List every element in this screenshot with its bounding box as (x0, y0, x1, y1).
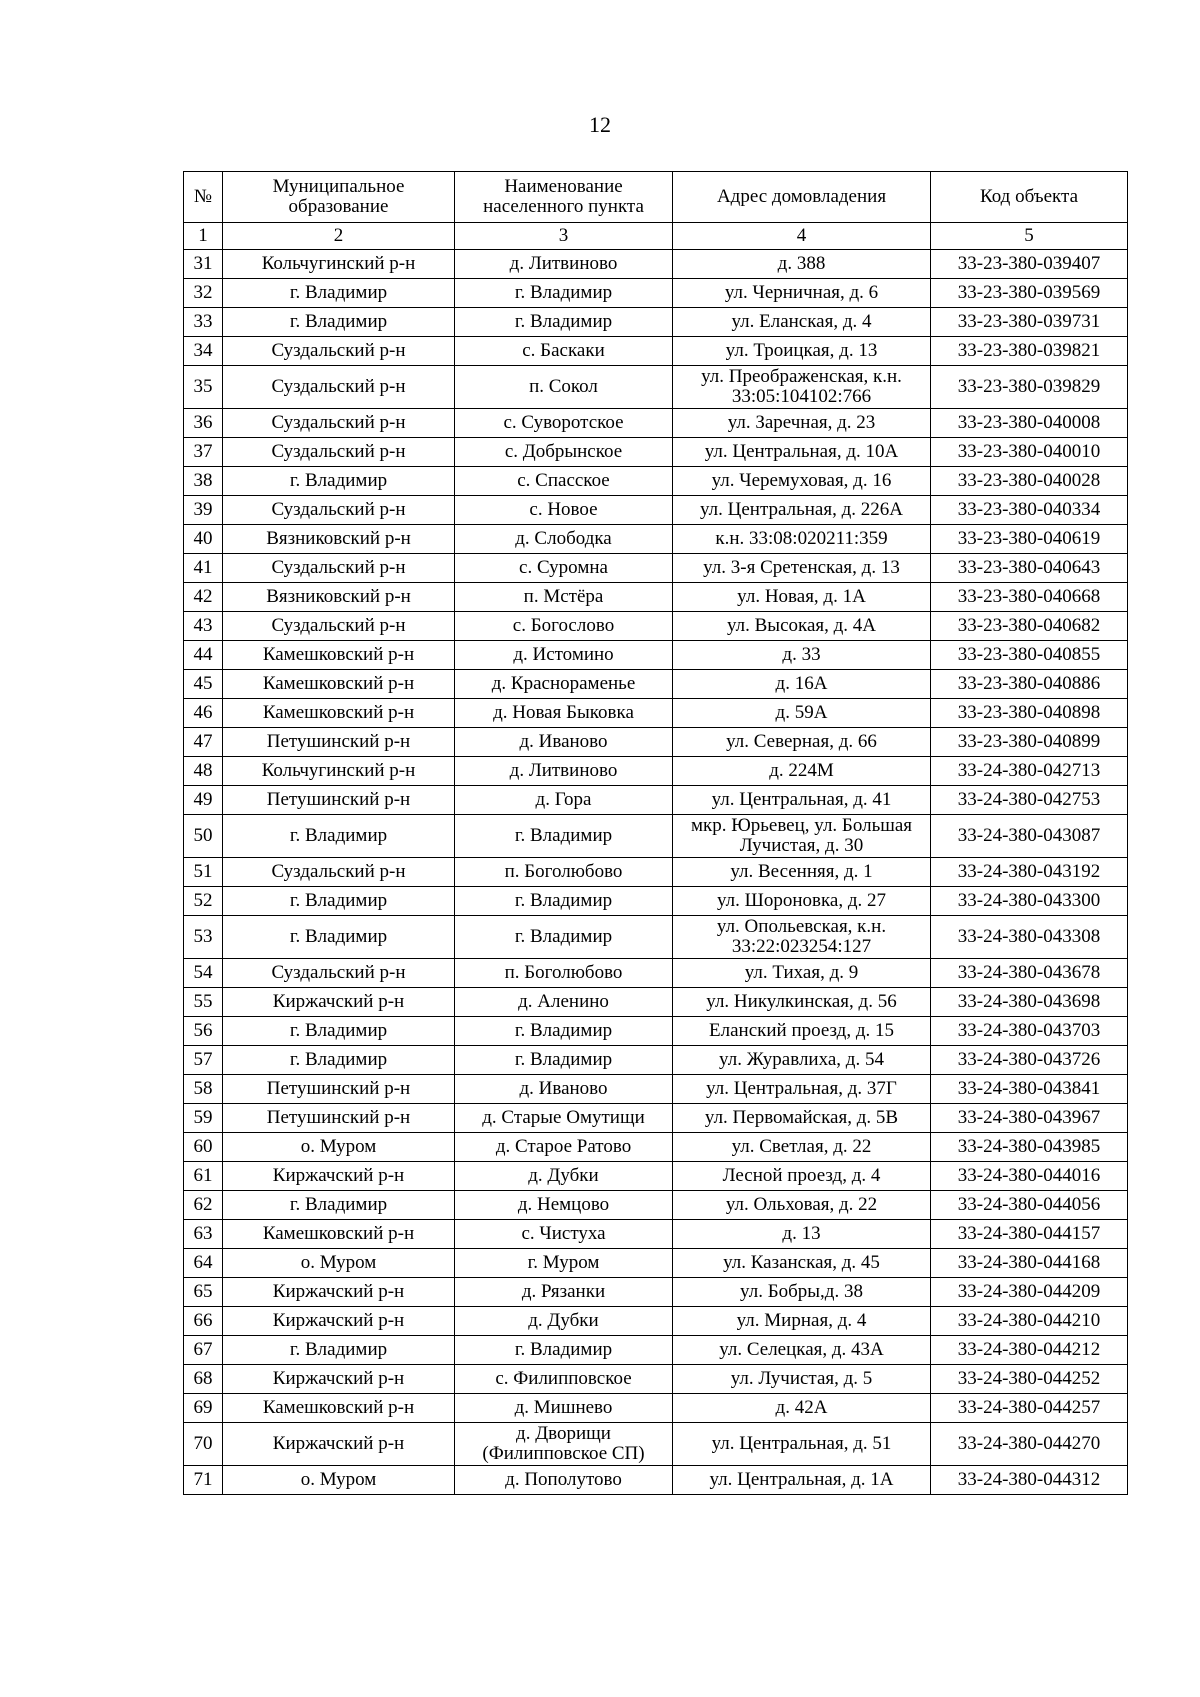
row-number: 33 (184, 308, 223, 337)
address-cell: ул. Лучистая, д. 5 (673, 1365, 931, 1394)
address-cell: ул. Первомайская, д. 5В (673, 1104, 931, 1133)
header-address: Адрес домовладения (673, 172, 931, 223)
municipality-cell: Кольчугинский р-н (223, 250, 455, 279)
address-cell: Еланский проезд, д. 15 (673, 1017, 931, 1046)
municipality-cell: Камешковский р-н (223, 1394, 455, 1423)
table-row (184, 279, 1128, 308)
municipality-cell: Суздальский р-н (223, 496, 455, 525)
row-number: 48 (184, 757, 223, 786)
row-number: 70 (184, 1423, 223, 1466)
municipality-cell: г. Владимир (223, 1191, 455, 1220)
table-row (184, 1220, 1128, 1249)
row-number: 61 (184, 1162, 223, 1191)
municipality-cell: г. Владимир (223, 308, 455, 337)
settlement-cell: г. Владимир (455, 887, 673, 916)
object-code-cell: 33-23-380-039407 (931, 250, 1128, 279)
address-cell: д. 224М (673, 757, 931, 786)
municipality-cell: Петушинский р-н (223, 728, 455, 757)
object-code-cell: 33-23-380-040008 (931, 409, 1128, 438)
municipality-cell: г. Владимир (223, 916, 455, 959)
table-row (184, 959, 1128, 988)
municipality-cell: Суздальский р-н (223, 858, 455, 887)
settlement-cell: д. Дубки (455, 1307, 673, 1336)
row-number: 69 (184, 1394, 223, 1423)
row-number: 35 (184, 366, 223, 409)
table-row (184, 583, 1128, 612)
row-number: 57 (184, 1046, 223, 1075)
municipality-cell: Киржачский р-н (223, 988, 455, 1017)
address-cell: д. 33 (673, 641, 931, 670)
table-header-row (184, 172, 1128, 223)
settlement-cell: д. Иваново (455, 728, 673, 757)
row-number: 71 (184, 1466, 223, 1495)
settlement-cell: с. Филипповское (455, 1365, 673, 1394)
object-code-cell: 33-24-380-044016 (931, 1162, 1128, 1191)
object-code-cell: 33-24-380-043841 (931, 1075, 1128, 1104)
object-code-cell: 33-24-380-044210 (931, 1307, 1128, 1336)
settlement-cell: п. Боголюбово (455, 959, 673, 988)
object-code-cell: 33-24-380-043308 (931, 916, 1128, 959)
object-code-cell: 33-24-380-043678 (931, 959, 1128, 988)
table-row (184, 496, 1128, 525)
municipality-cell: Петушинский р-н (223, 1104, 455, 1133)
address-cell: к.н. 33:08:020211:359 (673, 525, 931, 554)
settlement-cell: с. Добрынское (455, 438, 673, 467)
address-cell: д. 13 (673, 1220, 931, 1249)
households-table (183, 171, 1128, 1495)
municipality-cell: Кольчугинский р-н (223, 757, 455, 786)
address-cell: Лесной проезд, д. 4 (673, 1162, 931, 1191)
header-number: № (184, 172, 223, 223)
object-code-cell: 33-24-380-044252 (931, 1365, 1128, 1394)
settlement-cell: с. Суворотское (455, 409, 673, 438)
table-row (184, 438, 1128, 467)
address-cell: ул. Тихая, д. 9 (673, 959, 931, 988)
column-number: 1 (184, 223, 223, 250)
object-code-cell: 33-24-380-043087 (931, 815, 1128, 858)
municipality-cell: Киржачский р-н (223, 1365, 455, 1394)
settlement-cell: д. Аленино (455, 988, 673, 1017)
object-code-cell: 33-24-380-043703 (931, 1017, 1128, 1046)
address-cell: ул. Бобры,д. 38 (673, 1278, 931, 1307)
table-row (184, 815, 1128, 858)
row-number: 43 (184, 612, 223, 641)
municipality-cell: Суздальский р-н (223, 409, 455, 438)
settlement-cell: д. Пополутово (455, 1466, 673, 1495)
column-number-row (184, 223, 1128, 250)
row-number: 55 (184, 988, 223, 1017)
object-code-cell: 33-24-380-043967 (931, 1104, 1128, 1133)
row-number: 58 (184, 1075, 223, 1104)
table-row (184, 1278, 1128, 1307)
municipality-cell: Суздальский р-н (223, 959, 455, 988)
object-code-cell: 33-24-380-044312 (931, 1466, 1128, 1495)
settlement-cell: г. Владимир (455, 308, 673, 337)
object-code-cell: 33-24-380-044270 (931, 1423, 1128, 1466)
settlement-cell: г. Владимир (455, 1336, 673, 1365)
address-cell: ул. Центральная, д. 51 (673, 1423, 931, 1466)
settlement-cell: д. Новая Быковка (455, 699, 673, 728)
row-number: 49 (184, 786, 223, 815)
municipality-cell: Вязниковский р-н (223, 583, 455, 612)
row-number: 68 (184, 1365, 223, 1394)
settlement-cell: д. Старые Омутищи (455, 1104, 673, 1133)
row-number: 36 (184, 409, 223, 438)
object-code-cell: 33-24-380-043300 (931, 887, 1128, 916)
settlement-cell: п. Боголюбово (455, 858, 673, 887)
object-code-cell: 33-23-380-040898 (931, 699, 1128, 728)
settlement-cell: п. Сокол (455, 366, 673, 409)
address-cell: ул. Центральная, д. 226А (673, 496, 931, 525)
object-code-cell: 33-23-380-040682 (931, 612, 1128, 641)
address-cell: д. 42А (673, 1394, 931, 1423)
object-code-cell: 33-23-380-040668 (931, 583, 1128, 612)
municipality-cell: Суздальский р-н (223, 366, 455, 409)
municipality-cell: г. Владимир (223, 1017, 455, 1046)
table-row (184, 554, 1128, 583)
row-number: 64 (184, 1249, 223, 1278)
table-row (184, 1104, 1128, 1133)
row-number: 39 (184, 496, 223, 525)
settlement-cell: г. Владимир (455, 1017, 673, 1046)
row-number: 32 (184, 279, 223, 308)
municipality-cell: г. Владимир (223, 1046, 455, 1075)
table-row (184, 916, 1128, 959)
municipality-cell: Суздальский р-н (223, 438, 455, 467)
address-cell: ул. Северная, д. 66 (673, 728, 931, 757)
municipality-cell: Камешковский р-н (223, 641, 455, 670)
municipality-cell: о. Муром (223, 1249, 455, 1278)
table-row (184, 1307, 1128, 1336)
municipality-cell: г. Владимир (223, 467, 455, 496)
row-number: 47 (184, 728, 223, 757)
municipality-cell: Киржачский р-н (223, 1278, 455, 1307)
address-cell: ул. Журавлиха, д. 54 (673, 1046, 931, 1075)
row-number: 65 (184, 1278, 223, 1307)
table-row (184, 1394, 1128, 1423)
municipality-cell: Петушинский р-н (223, 1075, 455, 1104)
address-cell: д. 59А (673, 699, 931, 728)
municipality-cell: Камешковский р-н (223, 670, 455, 699)
address-cell: ул. Никулкинская, д. 56 (673, 988, 931, 1017)
table-row (184, 728, 1128, 757)
municipality-cell: Киржачский р-н (223, 1423, 455, 1466)
object-code-cell: 33-23-380-040619 (931, 525, 1128, 554)
row-number: 59 (184, 1104, 223, 1133)
settlement-cell: д. Мишнево (455, 1394, 673, 1423)
object-code-cell: 33-23-380-040643 (931, 554, 1128, 583)
row-number: 63 (184, 1220, 223, 1249)
row-number: 40 (184, 525, 223, 554)
address-cell: ул. Новая, д. 1А (673, 583, 931, 612)
settlement-cell: д. Старое Ратово (455, 1133, 673, 1162)
address-cell: ул. Шороновка, д. 27 (673, 887, 931, 916)
table-row (184, 1191, 1128, 1220)
table-row (184, 887, 1128, 916)
object-code-cell: 33-24-380-042753 (931, 786, 1128, 815)
municipality-cell: г. Владимир (223, 1336, 455, 1365)
object-code-cell: 33-24-380-044056 (931, 1191, 1128, 1220)
table-row (184, 641, 1128, 670)
municipality-cell: Камешковский р-н (223, 699, 455, 728)
settlement-cell: д. Литвиново (455, 250, 673, 279)
settlement-cell: д. Литвиново (455, 757, 673, 786)
settlement-cell: д. Иваново (455, 1075, 673, 1104)
address-cell: ул. Опольевская, к.н. 33:22:023254:127 (673, 916, 931, 959)
municipality-cell: о. Муром (223, 1466, 455, 1495)
page-number: 12 (589, 112, 611, 137)
address-cell: ул. Мирная, д. 4 (673, 1307, 931, 1336)
object-code-cell: 33-24-380-043698 (931, 988, 1128, 1017)
table-row (184, 409, 1128, 438)
row-number: 31 (184, 250, 223, 279)
table-row (184, 1466, 1128, 1495)
table-row (184, 699, 1128, 728)
settlement-cell: г. Владимир (455, 1046, 673, 1075)
settlement-cell: д. Краснораменье (455, 670, 673, 699)
object-code-cell: 33-23-380-040334 (931, 496, 1128, 525)
address-cell: ул. Центральная, д. 10А (673, 438, 931, 467)
settlement-cell: г. Владимир (455, 916, 673, 959)
settlement-cell: с. Богослово (455, 612, 673, 641)
address-cell: ул. Ольховая, д. 22 (673, 1191, 931, 1220)
address-cell: мкр. Юрьевец, ул. Большая Лучистая, д. 30 (673, 815, 931, 858)
table-row (184, 757, 1128, 786)
table-row (184, 1336, 1128, 1365)
table-row (184, 467, 1128, 496)
object-code-cell: 33-23-380-040886 (931, 670, 1128, 699)
address-cell: ул. Весенняя, д. 1 (673, 858, 931, 887)
row-number: 50 (184, 815, 223, 858)
table-body (184, 250, 1128, 1495)
row-number: 51 (184, 858, 223, 887)
object-code-cell: 33-23-380-039821 (931, 337, 1128, 366)
column-number: 4 (673, 223, 931, 250)
municipality-cell: Камешковский р-н (223, 1220, 455, 1249)
settlement-cell: с. Новое (455, 496, 673, 525)
address-cell: ул. Еланская, д. 4 (673, 308, 931, 337)
object-code-cell: 33-24-380-044257 (931, 1394, 1128, 1423)
address-cell: ул. Преображенская, к.н. 33:05:104102:766 (673, 366, 931, 409)
address-cell: ул. Селецкая, д. 43А (673, 1336, 931, 1365)
row-number: 37 (184, 438, 223, 467)
address-cell: ул. Троицкая, д. 13 (673, 337, 931, 366)
municipality-cell: Суздальский р-н (223, 554, 455, 583)
object-code-cell: 33-24-380-043192 (931, 858, 1128, 887)
address-cell: ул. 3-я Сретенская, д. 13 (673, 554, 931, 583)
municipality-cell: г. Владимир (223, 279, 455, 308)
row-number: 34 (184, 337, 223, 366)
table-row (184, 250, 1128, 279)
row-number: 52 (184, 887, 223, 916)
address-cell: ул. Светлая, д. 22 (673, 1133, 931, 1162)
settlement-cell: г. Владимир (455, 279, 673, 308)
address-cell: ул. Черемуховая, д. 16 (673, 467, 931, 496)
table-row (184, 1365, 1128, 1394)
row-number: 53 (184, 916, 223, 959)
object-code-cell: 33-24-380-044168 (931, 1249, 1128, 1278)
municipality-cell: Вязниковский р-н (223, 525, 455, 554)
object-code-cell: 33-24-380-043726 (931, 1046, 1128, 1075)
settlement-cell: д. Гора (455, 786, 673, 815)
table-row (184, 525, 1128, 554)
settlement-cell: д. Рязанки (455, 1278, 673, 1307)
table-row (184, 988, 1128, 1017)
row-number: 60 (184, 1133, 223, 1162)
municipality-cell: Киржачский р-н (223, 1307, 455, 1336)
address-cell: ул. Центральная, д. 1А (673, 1466, 931, 1495)
settlement-cell: п. Мстёра (455, 583, 673, 612)
table-row (184, 1133, 1128, 1162)
row-number: 62 (184, 1191, 223, 1220)
address-cell: ул. Заречная, д. 23 (673, 409, 931, 438)
object-code-cell: 33-24-380-043985 (931, 1133, 1128, 1162)
settlement-cell: д. Истомино (455, 641, 673, 670)
object-code-cell: 33-23-380-040028 (931, 467, 1128, 496)
object-code-cell: 33-23-380-040899 (931, 728, 1128, 757)
header-settlement: Наименование населенного пункта (455, 172, 673, 223)
column-number: 2 (223, 223, 455, 250)
address-cell: ул. Центральная, д. 37Г (673, 1075, 931, 1104)
row-number: 46 (184, 699, 223, 728)
settlement-cell: с. Суромна (455, 554, 673, 583)
settlement-cell: д. Дубки (455, 1162, 673, 1191)
address-cell: ул. Казанская, д. 45 (673, 1249, 931, 1278)
settlement-cell: с. Баскаки (455, 337, 673, 366)
object-code-cell: 33-24-380-044157 (931, 1220, 1128, 1249)
row-number: 45 (184, 670, 223, 699)
address-cell: д. 16А (673, 670, 931, 699)
address-cell: д. 388 (673, 250, 931, 279)
table-row (184, 1249, 1128, 1278)
address-cell: ул. Черничная, д. 6 (673, 279, 931, 308)
table-row (184, 786, 1128, 815)
settlement-cell: д. Дворищи (Филипповское СП) (455, 1423, 673, 1466)
row-number: 66 (184, 1307, 223, 1336)
municipality-cell: г. Владимир (223, 887, 455, 916)
header-municipality: Муниципальное образование (223, 172, 455, 223)
municipality-cell: Суздальский р-н (223, 337, 455, 366)
header-object-code: Код объекта (931, 172, 1128, 223)
municipality-cell: Петушинский р-н (223, 786, 455, 815)
settlement-cell: д. Слободка (455, 525, 673, 554)
column-number: 3 (455, 223, 673, 250)
object-code-cell: 33-24-380-042713 (931, 757, 1128, 786)
table-row (184, 1017, 1128, 1046)
object-code-cell: 33-23-380-039731 (931, 308, 1128, 337)
table-row (184, 1423, 1128, 1466)
settlement-cell: с. Чистуха (455, 1220, 673, 1249)
row-number: 56 (184, 1017, 223, 1046)
table-row (184, 1046, 1128, 1075)
municipality-cell: Киржачский р-н (223, 1162, 455, 1191)
row-number: 42 (184, 583, 223, 612)
settlement-cell: с. Спасское (455, 467, 673, 496)
table-row (184, 612, 1128, 641)
table-row (184, 1075, 1128, 1104)
object-code-cell: 33-24-380-044212 (931, 1336, 1128, 1365)
object-code-cell: 33-24-380-044209 (931, 1278, 1128, 1307)
table-row (184, 1162, 1128, 1191)
row-number: 67 (184, 1336, 223, 1365)
address-cell: ул. Центральная, д. 41 (673, 786, 931, 815)
settlement-cell: д. Немцово (455, 1191, 673, 1220)
address-cell: ул. Высокая, д. 4А (673, 612, 931, 641)
table-row (184, 308, 1128, 337)
column-number: 5 (931, 223, 1128, 250)
table-row (184, 337, 1128, 366)
row-number: 54 (184, 959, 223, 988)
object-code-cell: 33-23-380-039829 (931, 366, 1128, 409)
row-number: 41 (184, 554, 223, 583)
municipality-cell: о. Муром (223, 1133, 455, 1162)
row-number: 44 (184, 641, 223, 670)
municipality-cell: Суздальский р-н (223, 612, 455, 641)
table-row (184, 670, 1128, 699)
object-code-cell: 33-23-380-040010 (931, 438, 1128, 467)
settlement-cell: г. Владимир (455, 815, 673, 858)
settlement-cell: г. Муром (455, 1249, 673, 1278)
object-code-cell: 33-23-380-039569 (931, 279, 1128, 308)
row-number: 38 (184, 467, 223, 496)
table-row (184, 366, 1128, 409)
municipality-cell: г. Владимир (223, 815, 455, 858)
object-code-cell: 33-23-380-040855 (931, 641, 1128, 670)
table-row (184, 858, 1128, 887)
